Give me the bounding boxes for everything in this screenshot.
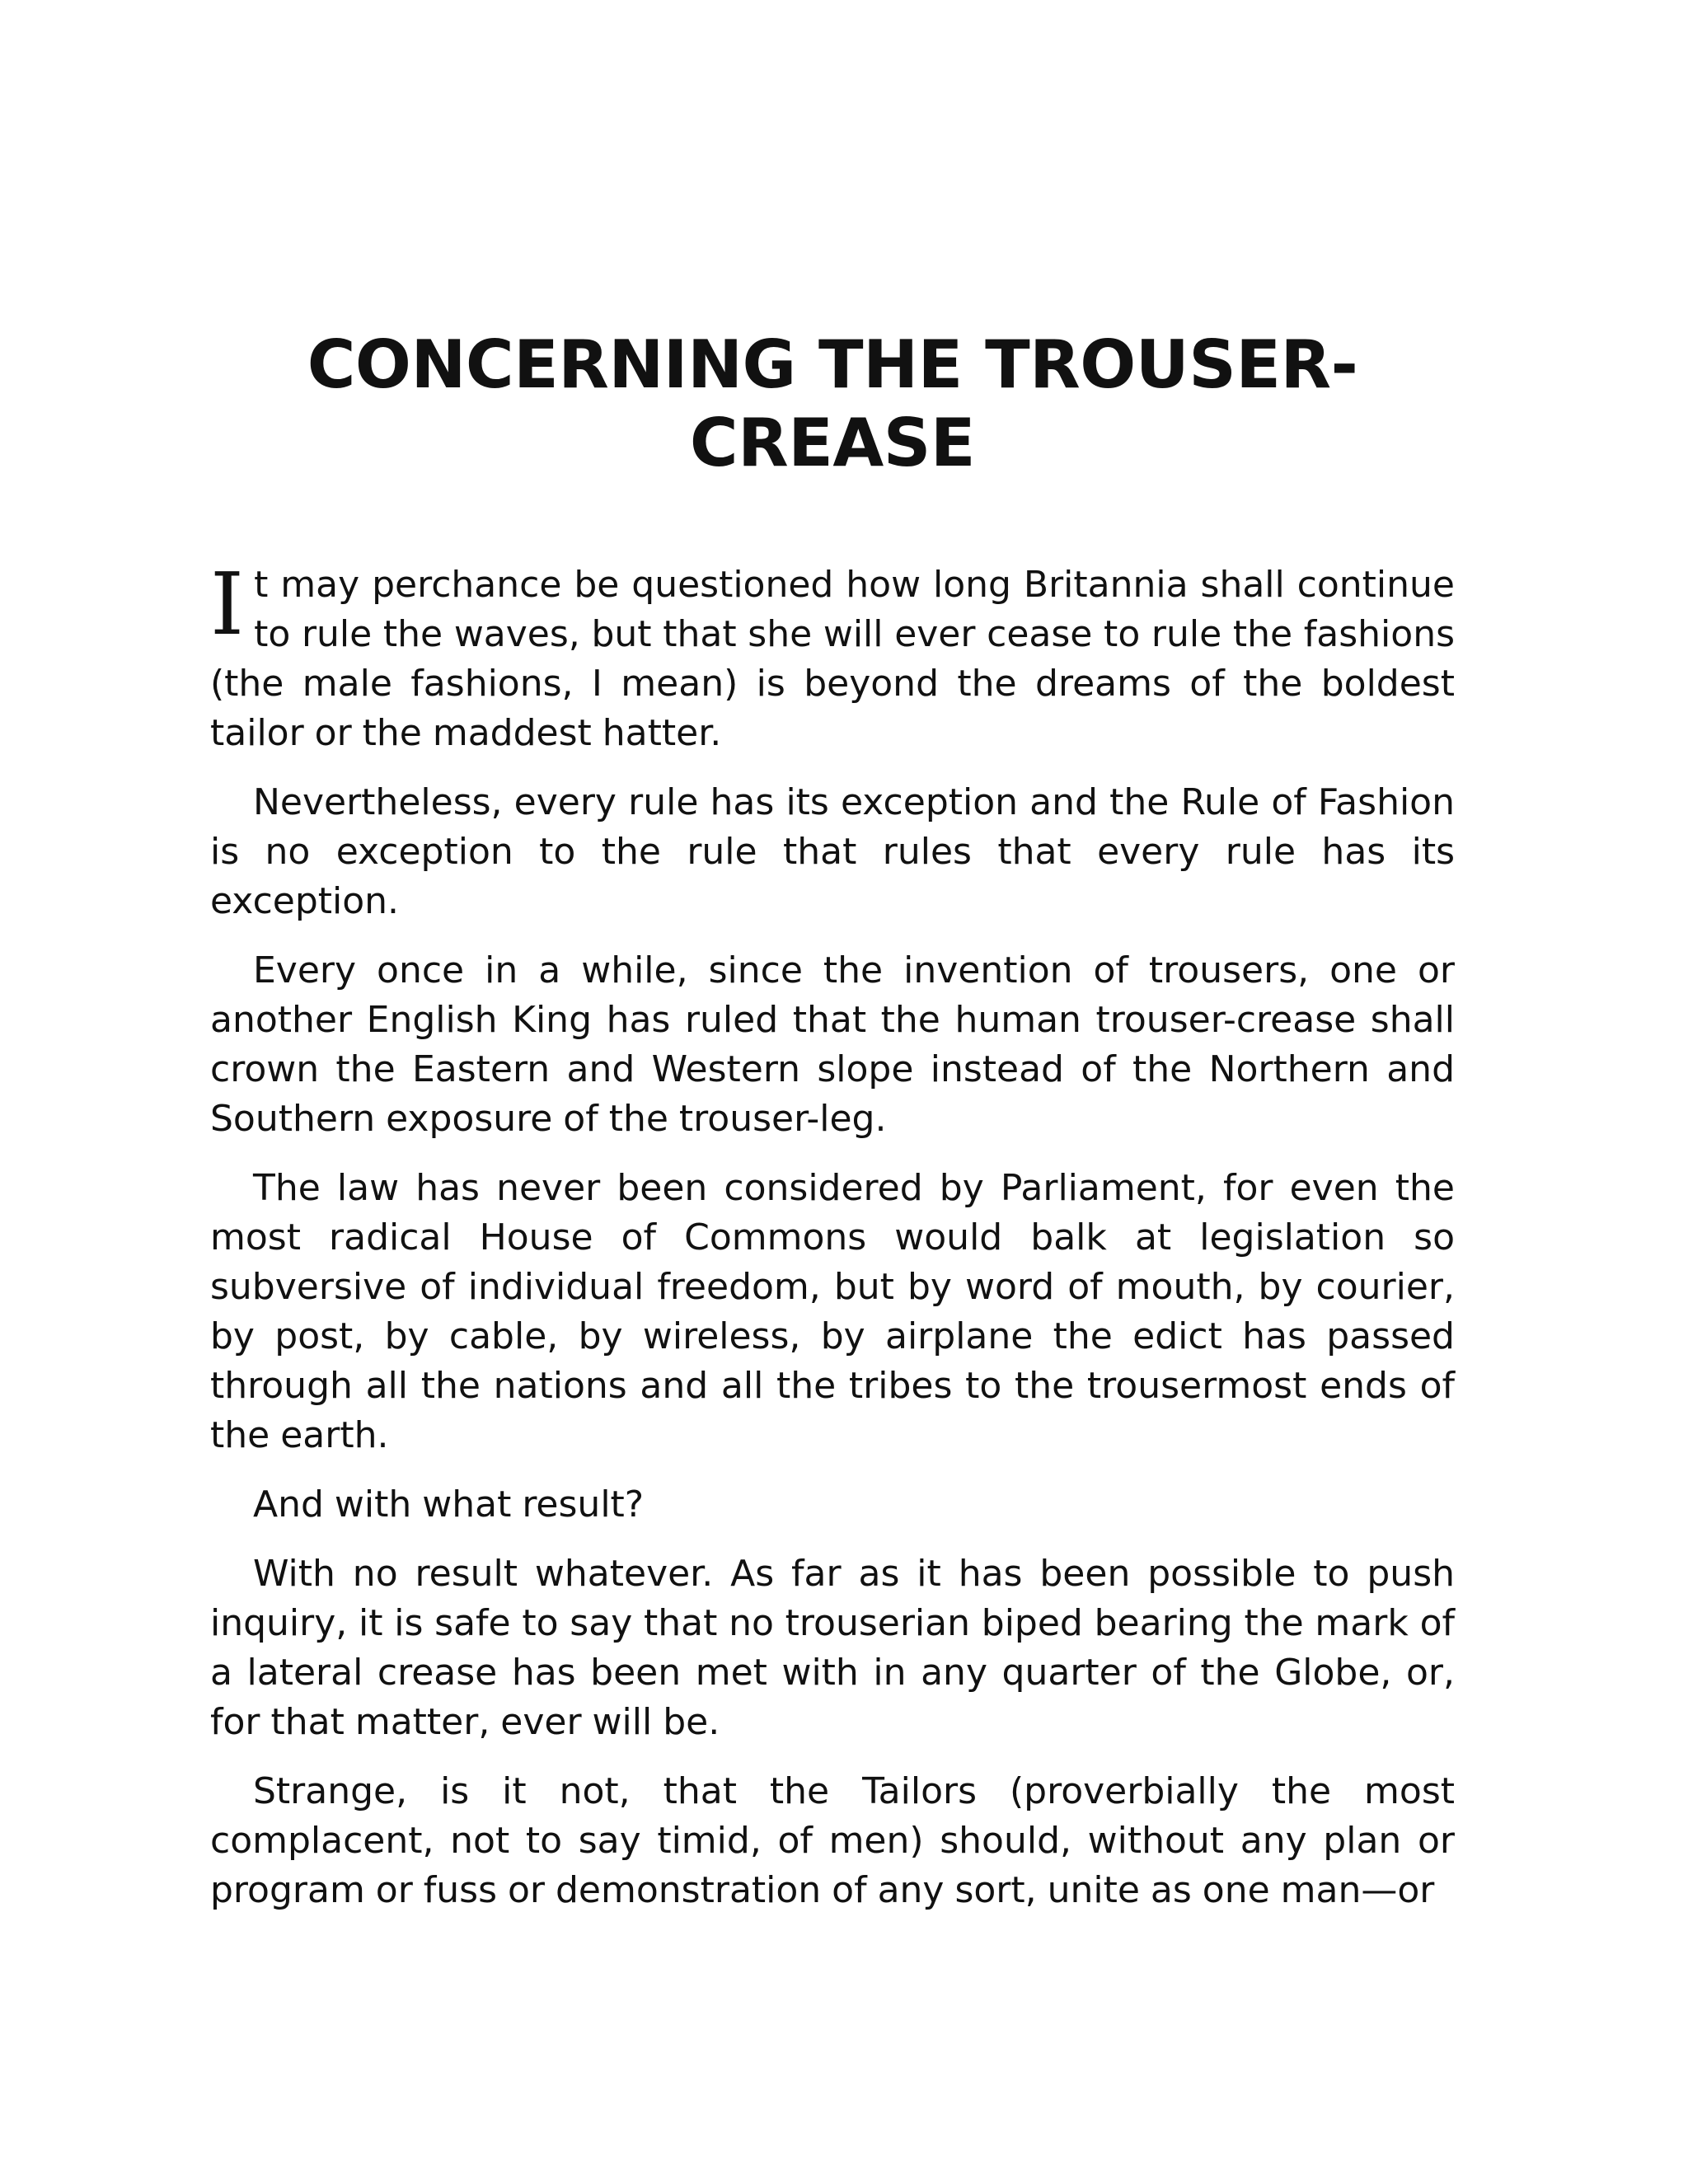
drop-cap: I xyxy=(210,554,245,654)
paragraph-5: And with what result? xyxy=(253,1483,645,1526)
paragraph-1 xyxy=(210,554,1455,758)
paragraph-6: With no result whatever. As far as it has been possible to push inquiry, it is safe to say that no trouserian biped bearing the mark of a lateral crease has been met with in any quarter of the Globe, or, for that matter, ever will be. xyxy=(210,1553,1455,1743)
chapter-title-line-1: CONCERNING THE TROUSER- xyxy=(307,326,1358,403)
paragraph-4: The law has never been considered by Parliament, for even the most radical House of Commons would balk at legislation so subversive of individual freedom, but by word of mouth, by courier, by post, by cable, by wireless, by airplane the edict has passed through all the nations and all the tribes to the trousermost ends of the earth. xyxy=(210,1167,1455,1456)
book-page xyxy=(210,326,1455,1935)
paragraph-3: Every once in a while, since the invention of trousers, one or another English King has ruled that the human trouser-crease shall crown the Eastern and Western slope instead of the Northern and Southern exposure of the trouser-leg. xyxy=(210,949,1455,1140)
chapter-title-line-2: CREASE xyxy=(689,405,976,481)
paragraph-7: Strange, is it not, that the Tailors (proverbially the most complacent, not to say timid, of men) should, without any plan or program or fuss or demonstration of any sort, unite as one man—or xyxy=(210,1770,1455,1911)
chapter-title xyxy=(210,326,1455,482)
paragraph-2: Nevertheless, every rule has its exception and the Rule of Fashion is no exception to the rule that rules that every rule has its exception. xyxy=(210,781,1455,922)
paragraph-1-text: t may perchance be questioned how long Britannia shall continue to rule the waves, but that she will ever cease to rule the fashions (the male fashions, I mean) is beyond the dreams of the boldest tailor or the maddest hatter. xyxy=(210,564,1455,754)
